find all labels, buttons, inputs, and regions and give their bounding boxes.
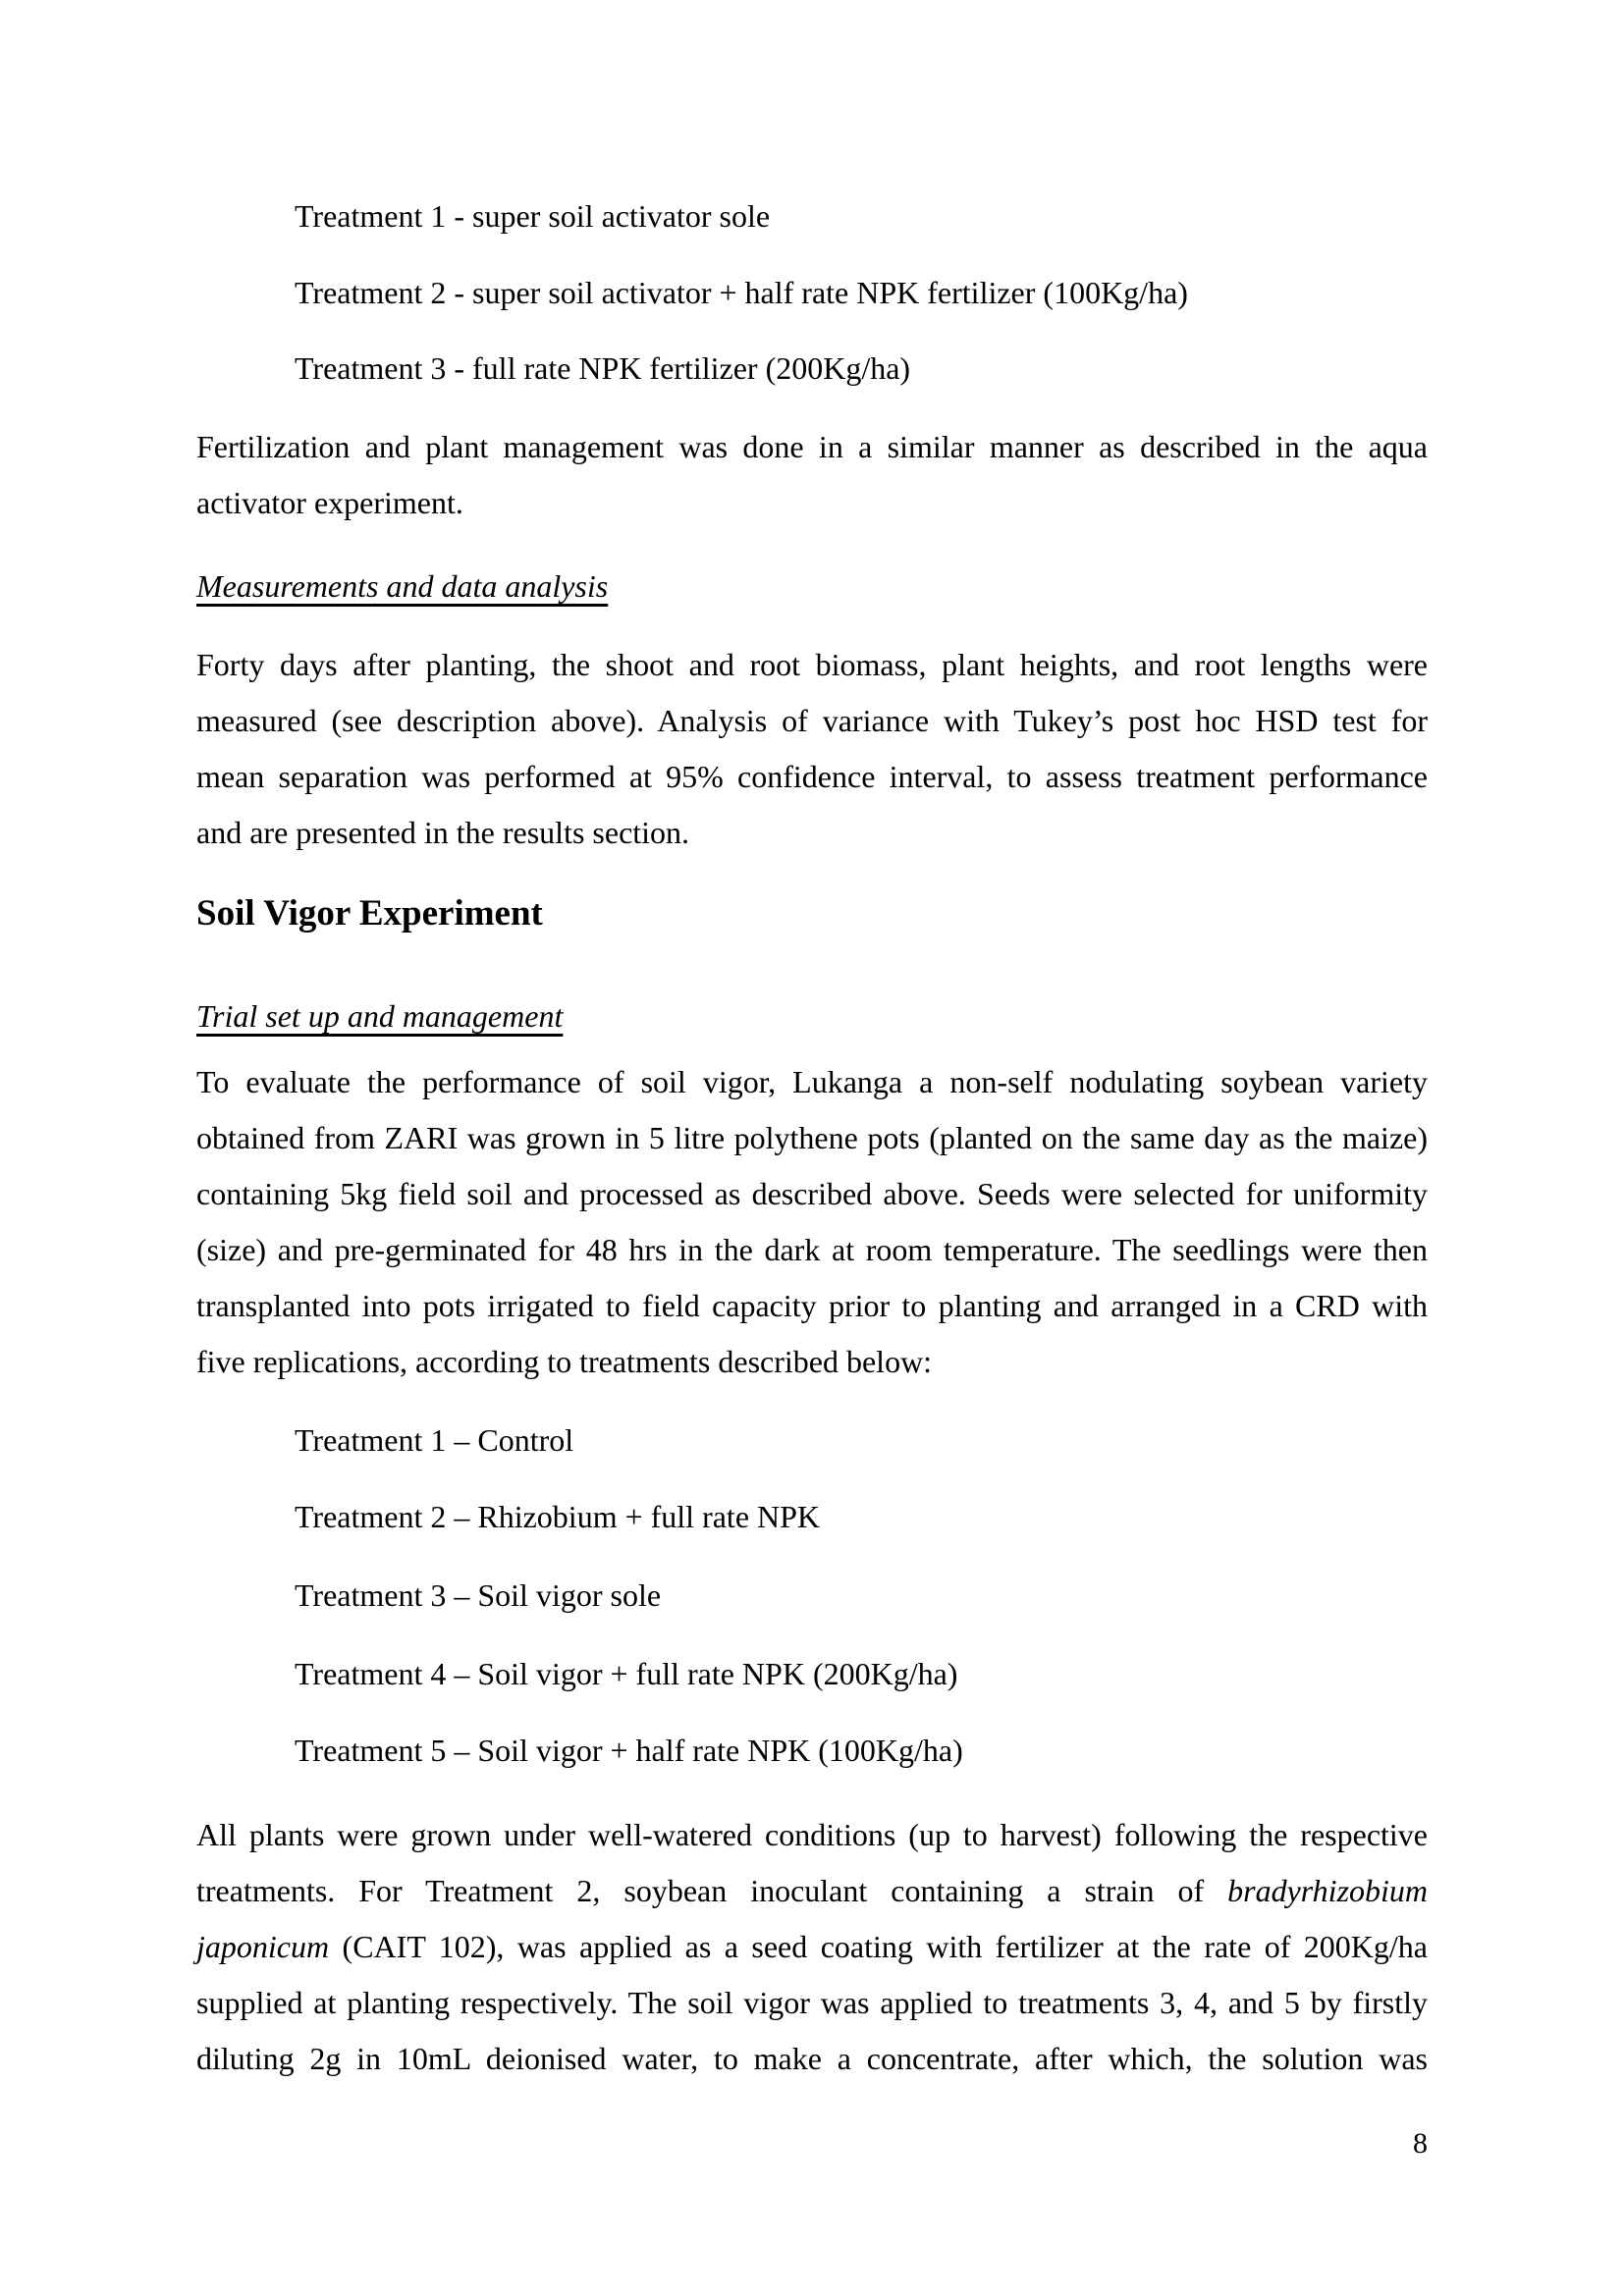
paragraph-line: supplied at planting respectively. The soil vigor was applied to treatments 3, 4, and 5 by firstly: [196, 1985, 1428, 2020]
list-item-treatment-4-soil-vigor: Treatment 4 – Soil vigor + full rate NPK (200Kg/ha): [295, 1656, 958, 1691]
list-item-treatment-2-activator: Treatment 2 - super soil activator + half rate NPK fertilizer (100Kg/ha): [295, 275, 1188, 310]
list-item-treatment-3-activator: Treatment 3 - full rate NPK fertilizer (200Kg/ha): [295, 350, 911, 386]
list-item-treatment-3-soil-vigor: Treatment 3 – Soil vigor sole: [295, 1577, 662, 1613]
subsection-heading-measurements: Measurements and data analysis: [196, 568, 609, 604]
paragraph-line: five replications, according to treatments described below:: [196, 1344, 933, 1379]
paragraph-line: containing 5kg field soil and processed as described above. Seeds were selected for uniformity: [196, 1176, 1428, 1211]
paragraph-line: obtained from ZARI was grown in 5 litre polythene pots (planted on the same day as the maize): [196, 1120, 1428, 1155]
paragraph-all-plants: [196, 1807, 1428, 2087]
paragraph-line: (size) and pre-germinated for 48 hrs in the dark at room temperature. The seedlings were then: [196, 1232, 1428, 1267]
paragraph-line: diluting 2g in 10mL deionised water, to make a concentrate, after which, the solution was: [196, 2041, 1428, 2076]
text-segment: (CAIT 102), was applied as a seed coating with fertilizer at the rate of 200Kg/ha: [342, 1929, 1429, 1964]
paragraph-line: and are presented in the results section.: [196, 815, 690, 850]
paragraph-evaluate: [196, 1054, 1428, 1390]
list-item-treatment-5-soil-vigor: Treatment 5 – Soil vigor + half rate NPK (100Kg/ha): [295, 1733, 963, 1768]
section-heading-soil-vigor-experiment: Soil Vigor Experiment: [196, 893, 543, 934]
paragraph-line: Fertilization and plant management was done in a similar manner as described in the aqua: [196, 429, 1428, 464]
subsection-heading-trial-setup: Trial set up and management: [196, 998, 564, 1034]
paragraph-line: Forty days after planting, the shoot and root biomass, plant heights, and root lengths were: [196, 647, 1428, 682]
paragraph-line: To evaluate the performance of soil vigor, Lukanga a non-self nodulating soybean variety: [196, 1064, 1428, 1099]
list-item-treatment-1-soil-vigor: Treatment 1 – Control: [295, 1422, 574, 1458]
paragraph-line: transplanted into pots irrigated to field capacity prior to planting and arranged in a CRD with: [196, 1288, 1428, 1323]
paragraph-line: [196, 1919, 1428, 1975]
paragraph-line: measured (see description above). Analysis of variance with Tukey’s post hoc HSD test for: [196, 703, 1428, 738]
list-item-treatment-1-activator: Treatment 1 - super soil activator sole: [295, 198, 771, 234]
paragraph-line: activator experiment.: [196, 485, 463, 520]
species-name-italic: bradyrhizobium: [1227, 1873, 1429, 1908]
paragraph-line: [196, 1863, 1428, 1919]
text-segment: treatments. For Treatment 2, soybean inoculant containing a strain of: [196, 1873, 1205, 1908]
species-name-italic: japonicum: [196, 1929, 330, 1964]
page-number: 8: [1413, 2127, 1428, 2160]
list-item-treatment-2-soil-vigor: Treatment 2 – Rhizobium + full rate NPK: [295, 1499, 821, 1534]
paragraph-line: All plants were grown under well-watered conditions (up to harvest) following the respective: [196, 1817, 1428, 1852]
paragraph-fertilization: [196, 419, 1428, 531]
paragraph-forty-days: [196, 637, 1428, 861]
paragraph-line: mean separation was performed at 95% confidence interval, to assess treatment performance: [196, 759, 1428, 794]
